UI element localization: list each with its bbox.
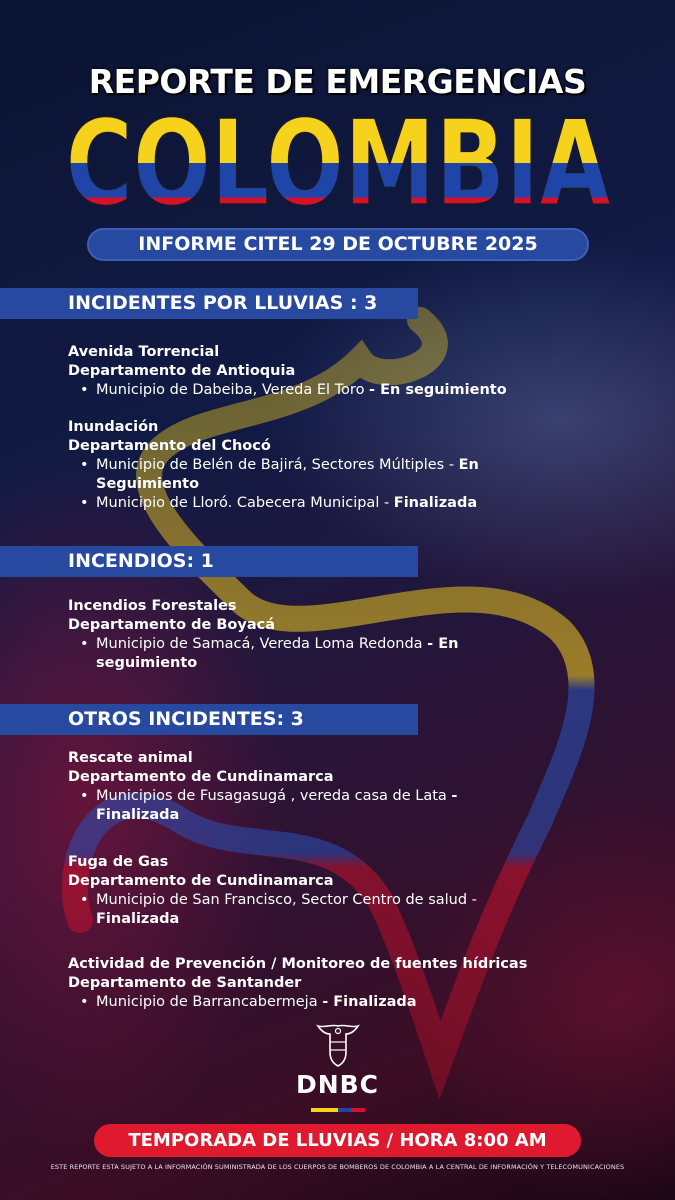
status-text: - Finalizada — [96, 788, 458, 823]
page-title: REPORTE DE EMERGENCIAS — [88, 62, 587, 101]
list-item: • Municipio de San Francisco, Sector Centro de salud - Finalizada — [78, 891, 548, 929]
section-heading-fires: INCENDIOS: 1 — [0, 546, 418, 577]
list-item: • Municipio de Dabeiba, Vereda El Toro - En seguimiento — [78, 381, 588, 400]
status-text: En Seguimiento — [96, 457, 479, 492]
incident-type: Inundación — [68, 419, 159, 435]
incident-type: Rescate animal — [68, 750, 193, 766]
disclaimer-text: ESTE REPORTE ESTA SUJETO A LA INFORMACIÓN SUMINISTRADA DE LOS CUERPOS DE BOMBEROS DE COLOMBIA A LA CENTRAL DE INFORMACIÓN Y TELECOMUNICACIONES — [50, 1163, 625, 1171]
incident-group — [68, 853, 548, 929]
incident-department: Departamento de Santander — [68, 975, 302, 991]
incident-type: Avenida Torrencial — [68, 344, 220, 360]
svg-text:COLOMBIA: COLOMBIA — [65, 112, 611, 212]
dnbc-logo: DNBC — [295, 1070, 380, 1099]
season-banner: TEMPORADA DE LLUVIAS / HORA 8:00 AM — [94, 1124, 581, 1157]
flag-stripe — [311, 1108, 365, 1112]
colombia-title — [62, 112, 614, 212]
section-heading-other: OTROS INCIDENTES: 3 — [0, 704, 418, 735]
section-heading-rain: INCIDENTES POR LLUVIAS : 3 — [0, 288, 418, 319]
status-text: Finalizada — [393, 495, 478, 511]
list-item: • Municipio de Lloró. Cabecera Municipal - Finalizada — [78, 494, 538, 513]
list-item: • Municipio de Belén de Bajirá, Sectores Múltiples - En Seguimiento — [78, 456, 538, 494]
list-item: • Municipio de Samacá, Vereda Loma Redonda - En seguimiento — [78, 635, 528, 673]
list-item: • Municipios de Fusagasugá , vereda casa de Lata - Finalizada — [78, 787, 528, 825]
incident-group — [68, 597, 528, 673]
status-text: Finalizada — [96, 911, 180, 927]
incident-department: Departamento de Cundinamarca — [68, 873, 334, 889]
incident-group — [68, 418, 538, 513]
incident-department: Departamento de Boyacá — [68, 617, 276, 633]
incident-department: Departamento del Chocó — [68, 438, 271, 454]
status-text: - Finalizada — [322, 994, 417, 1010]
incident-department: Departamento de Antioquia — [68, 363, 296, 379]
incident-group — [68, 749, 528, 825]
coat-of-arms-icon — [312, 1022, 364, 1068]
status-text: - En seguimiento — [96, 636, 459, 671]
status-text: - En seguimiento — [369, 382, 507, 398]
incident-department: Departamento de Cundinamarca — [68, 769, 334, 785]
incident-type: Actividad de Prevención / Monitoreo de fuentes hídricas — [68, 956, 528, 972]
incident-group — [68, 955, 628, 1012]
report-date-banner: INFORME CITEL 29 DE OCTUBRE 2025 — [87, 228, 589, 261]
incident-type: Incendios Forestales — [68, 598, 237, 614]
incident-group — [68, 343, 588, 400]
list-item: • Municipio de Barrancabermeja - Finalizada — [78, 993, 628, 1012]
incident-type: Fuga de Gas — [68, 854, 169, 870]
